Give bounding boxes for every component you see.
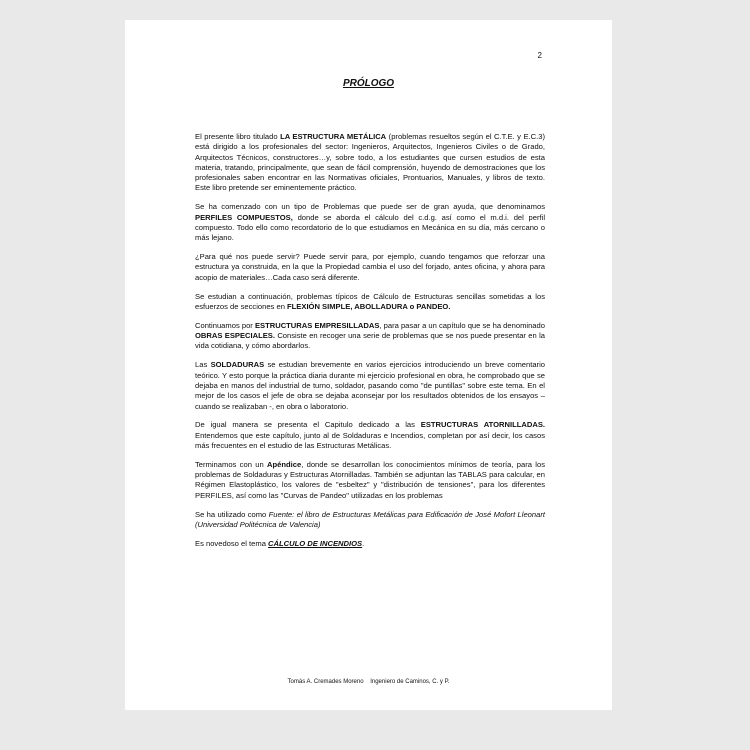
text-run: OBRAS ESPECIALES. (195, 331, 275, 341)
document-page (125, 20, 612, 710)
text-run: Se estudian a continuación, problemas típicos de Cálculo de Estructuras sencillas sometidas a los esfuerzos de secciones en (195, 291, 545, 311)
page-footer: Tomás A. Cremades Moreno Ingeniero de Caminos, C. y P. (287, 679, 450, 685)
text-run: , para pasar a un capítulo que se ha denominado (379, 320, 545, 330)
text-run: Se ha comenzado con un tipo de Problemas que puede ser de gran ayuda, que denominamos (195, 202, 545, 212)
paragraph (195, 252, 545, 283)
text-run: Es novedoso el tema (195, 538, 269, 548)
text-run: PERFILES COMPUESTOS, (195, 212, 293, 222)
page-number: 2 (537, 51, 542, 60)
text-run: De igual manera se presenta el Capitulo dedicado a las (195, 420, 421, 430)
text-run: se estudian brevemente en varios ejercicios introduciendo un breve comentario teórico. Y esto porque la práctica diaria durante mi ejercicio profesional en obra, he comprobado que se dejaba en manos del industrial de turno, soldador, pasando como "de puntillas" sobre este tema. En el mejor de los casos el jefe de obra se dejaba aconsejar por los resultados obtenidos de los ensayos – cuando se realizaban -, en obra o laboratorio. (195, 360, 546, 411)
text-run: Consiste en recoger una serie de problemas que se nos puede presentar en la vida cotidiana, y cómo abordarlos. (195, 331, 546, 351)
paragraph (195, 460, 545, 501)
body-text (195, 132, 545, 558)
text-run: Apéndice (267, 459, 302, 469)
text-run: Se ha utilizado como (195, 509, 269, 519)
paragraph (195, 420, 545, 451)
text-run: Entendemos que este capítulo, junto al de Soldaduras e Incendios, completan por así decir, los casos más frecuentes en el estudio de las Estructuras Metálicas. (195, 430, 545, 450)
text-run: Fuente: el libro de Estructuras Metálicas para Edificación de José Mofort Lleonart (Universidad Politécnica de Valencia) (195, 509, 545, 529)
paragraph (195, 292, 545, 313)
text-run: donde se aborda el cálculo del c.d.g. así como el m.d.i. del perfil compuesto. Todo ello como recordatorio de lo que estudiamos en Mecánica en su día, más cercano o más lejano. (195, 212, 546, 243)
text-run: CÁLCULO DE INCENDIOS (268, 538, 363, 548)
text-run: Terminamos con un (195, 459, 267, 469)
text-run: Continuamos por (195, 320, 255, 330)
text-run: (problemas resueltos según el C.T.E. y E.C.3) está dirigido a los profesionales del sector: Ingenieros, Arquitectos, Ingenieros Civiles o de Grado, Arquitectos Técnicos, constructores…y, sobre todo, a los estudiantes que cursen estudios de esta materia, tratando, principalmente, que sean de fácil comprensión, huyendo de demostraciones que los profesionales saben encontrar en las Normativas oficiales, Prontuarios, Manuales, y libros de texto. Este libro pretende ser eminentemente práctico. (195, 132, 545, 193)
text-run: FLEXIÓN SIMPLE, ABOLLADURA o PANDEO. (287, 301, 451, 311)
text-run: El presente libro titulado (195, 132, 281, 141)
text-run: ESTRUCTURAS ATORNILLADAS. (420, 420, 546, 430)
paragraph (195, 539, 545, 549)
paragraph (195, 132, 545, 194)
text-run: , donde se desarrollan los conocimientos mínimos de teoría, para los problemas de Soldaduras y Estructuras Atornilladas. También se adjuntan las TABLAS para calcular, en Régimen Elastoplástico, los valores de "esbeltez" y "distribución de tensiones", para los diferentes PERFILES, así como las "Curvas de Pandeo" utilizadas en los problemas (195, 459, 545, 500)
page-title: PRÓLOGO (342, 78, 395, 89)
text-run: ESTRUCTURAS EMPRESILLADAS (254, 320, 380, 330)
paragraph (195, 202, 545, 243)
text-run: SOLDADURAS (210, 360, 265, 370)
paragraph (195, 321, 545, 352)
paragraph (195, 360, 545, 411)
text-run: ¿Para qué nos puede servir? Puede servir para, por ejemplo, cuando tengamos que reforzar una estructura ya construida, en la que la Propiedad cambia el uso del forjado, antes oficina, y ahora para acopio de materiales…Cada caso será diferente. (195, 252, 545, 282)
text-run: Las (195, 360, 211, 370)
paragraph (195, 510, 545, 531)
text-run: . (362, 538, 365, 548)
text-run: LA ESTRUCTURA METÁLICA (280, 132, 387, 141)
